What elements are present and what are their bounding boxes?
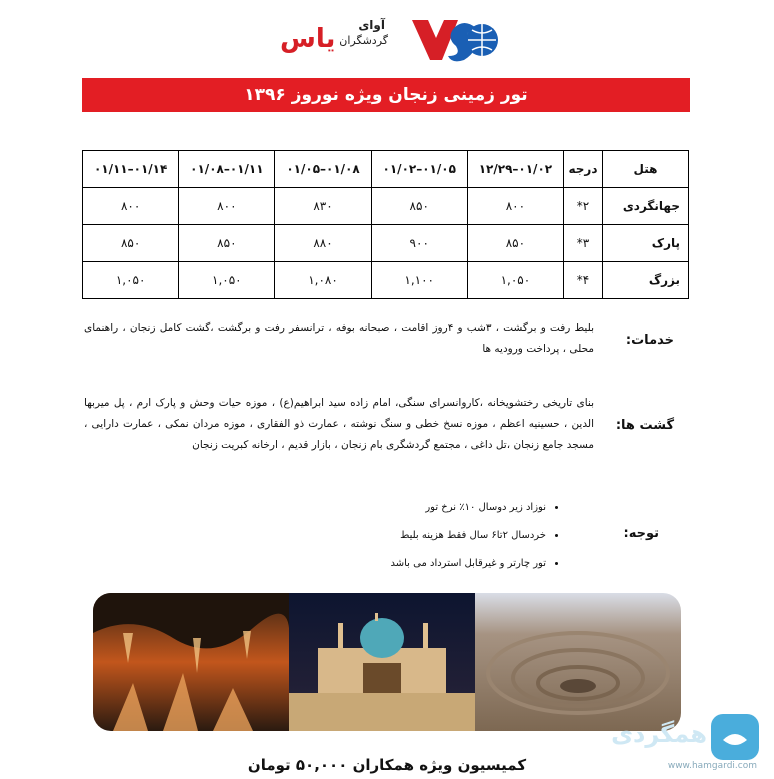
price-cell: ۱,۰۸۰ xyxy=(275,262,371,299)
price-cell: ۸۵۰ xyxy=(371,188,467,225)
column-header: ۰۱/۰۸–۰۱/۰۵ xyxy=(275,151,371,188)
hotel-name: پارک xyxy=(603,225,689,262)
mine-photo xyxy=(475,593,681,731)
photo-collage xyxy=(93,593,681,731)
list-item: • نوزاد زیر دوسال ۱۰٪ نرخ تور xyxy=(390,494,546,522)
brand-line2: گردشگران xyxy=(339,34,388,47)
price-cell: ۸۰۰ xyxy=(83,188,179,225)
price-cell: ۸۵۰ xyxy=(179,225,275,262)
hotel-name: جهانگردی xyxy=(603,188,689,225)
column-header: ۰۱/۰۲–۱۲/۲۹ xyxy=(467,151,563,188)
price-cell: ۸۰۰ xyxy=(467,188,563,225)
column-header: ۰۱/۰۵–۰۱/۰۲ xyxy=(371,151,467,188)
column-header: ۰۱/۱۴–۰۱/۱۱ xyxy=(83,151,179,188)
page-title: تور زمینی زنجان ویژه نوروز ۱۳۹۶ xyxy=(82,78,690,112)
watermark-name: همگردی xyxy=(611,720,707,748)
hotel-grade: ۲* xyxy=(564,188,603,225)
column-header: هتل xyxy=(603,151,689,188)
tours-label: گشت ها: xyxy=(615,418,674,433)
table-row xyxy=(83,262,689,299)
table-row xyxy=(83,188,689,225)
brand-name: یاس xyxy=(280,24,336,54)
table-row xyxy=(83,225,689,262)
services-label: خدمات: xyxy=(625,333,674,348)
price-cell: ۸۵۰ xyxy=(467,225,563,262)
brand-logo xyxy=(280,8,510,68)
list-item: • خردسال ۲تا۶ سال فقط هزینه بلیط xyxy=(390,522,546,550)
price-cell: ۸۰۰ xyxy=(179,188,275,225)
commission-text: کمیسیون ویژه همکاران ۵۰,۰۰۰ تومان xyxy=(247,756,527,774)
price-cell: ۸۵۰ xyxy=(83,225,179,262)
brand-line1: آوای xyxy=(358,18,385,32)
notes-label: توجه: xyxy=(623,526,659,541)
hotel-grade: ۳* xyxy=(564,225,603,262)
photo-strip xyxy=(93,593,681,731)
brand-mark-icon xyxy=(392,14,502,66)
price-cell: ۱,۰۵۰ xyxy=(467,262,563,299)
column-header: درجه xyxy=(564,151,603,188)
services-text: بلیط رفت و برگشت ، ۳شب و ۴روز اقامت ، صبحانه بوفه ، ترانسفر رفت و برگشت ،گشت کامل زنجان ، راهنمای محلی ، پرداخت ورودیه ها xyxy=(84,322,594,355)
price-cell: ۹۰۰ xyxy=(371,225,467,262)
price-cell: ۱,۱۰۰ xyxy=(371,262,467,299)
hotel-grade: ۴* xyxy=(564,262,603,299)
price-cell: ۸۳۰ xyxy=(275,188,371,225)
price-cell: ۱,۰۵۰ xyxy=(83,262,179,299)
price-cell: ۸۸۰ xyxy=(275,225,371,262)
list-item: • تور چارتر و غیرقابل استرداد می باشد xyxy=(390,550,546,578)
table-header-row xyxy=(83,151,689,188)
notes-list xyxy=(390,494,564,578)
hotel-name: بزرگ xyxy=(603,262,689,299)
column-header: ۰۱/۱۱–۰۱/۰۸ xyxy=(179,151,275,188)
watermark-url: www.hamgardi.com xyxy=(667,761,757,771)
price-table xyxy=(82,150,689,299)
price-cell: ۱,۰۵۰ xyxy=(179,262,275,299)
tours-text: بنای تاریخی رختشویخانه ،کاروانسرای سنگی، امام زاده سید ابراهیم(ع) ، موزه حیات وحش و پارک ارم ، پل میربها الدین ، حسینیه اعظم ، موزه نسخ خطی و سنگ نوشته ، عمارت ذو الفقاری ، موزه مردان نمکی ، عمارت دارایی ، مسجد جامع زنجان ،تل داغی ، مجتمع گردشگری بام زنجان ، بازار قدیم ، ارخانه کبریت زنجان xyxy=(84,397,594,451)
